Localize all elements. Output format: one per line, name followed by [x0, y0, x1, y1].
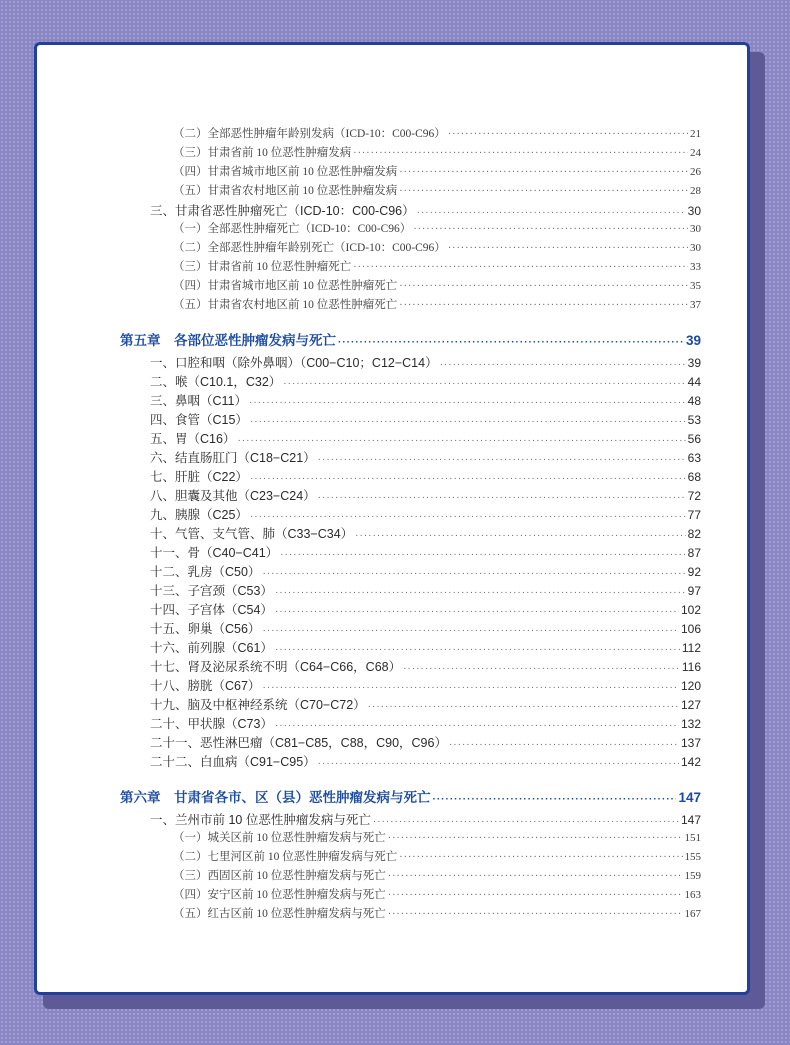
- toc-entry-label: （四）安宁区前 10 位恶性肿瘤发病与死亡: [173, 889, 386, 901]
- toc-entry-label: （五）甘肃省农村地区前 10 位恶性肿瘤死亡: [173, 299, 398, 311]
- toc-section-page: 92: [687, 565, 701, 579]
- toc-entry[interactable]: [173, 163, 701, 181]
- leader-dots: [399, 167, 688, 178]
- toc-entry-label: （三）西固区前 10 位恶性肿瘤发病与死亡: [173, 870, 386, 882]
- toc-entry[interactable]: [173, 886, 701, 904]
- toc-section-label: 二十二、白血病（C91−C95）: [150, 755, 316, 769]
- leader-dots: [353, 262, 688, 273]
- toc-entry-page: 26: [690, 166, 701, 178]
- toc-entry-label: （二）全部恶性肿瘤年龄别死亡（ICD-10：C00-C96）: [173, 242, 446, 254]
- toc-section[interactable]: [150, 486, 701, 504]
- toc-entry-page: 37: [690, 299, 701, 311]
- toc-chapter-page: 147: [678, 790, 701, 805]
- toc-section-label: 七、肝脏（C22）: [150, 470, 248, 484]
- toc-section[interactable]: [150, 714, 701, 732]
- toc-section[interactable]: [150, 372, 701, 390]
- leader-dots: [388, 909, 683, 920]
- toc-entry-label: （四）甘肃省城市地区前 10 位恶性肿瘤发病: [173, 166, 398, 178]
- leader-dots: [448, 243, 688, 254]
- toc-section[interactable]: [150, 410, 701, 428]
- toc-section[interactable]: [150, 676, 701, 694]
- leader-dots: [399, 186, 688, 197]
- leader-dots: [403, 663, 680, 674]
- toc-section-page: 82: [687, 527, 701, 541]
- toc-section-label: 一、口腔和咽（除外鼻咽）（C00−C10；C12−C14）: [150, 356, 438, 370]
- toc-section-label: 四、食管（C15）: [150, 413, 248, 427]
- toc-section-label: 十五、卵巢（C56）: [150, 622, 261, 636]
- toc-section-page: 120: [680, 679, 701, 693]
- leader-dots: [338, 337, 684, 348]
- toc-section-label: 三、甘肃省恶性肿瘤死亡（ICD-10：C00-C96）: [150, 204, 415, 218]
- leader-dots: [318, 758, 679, 769]
- leader-dots: [262, 568, 685, 579]
- toc-chapter-page: 39: [685, 333, 701, 348]
- leader-dots: [275, 644, 680, 655]
- leader-dots: [275, 720, 679, 731]
- toc-section[interactable]: [150, 467, 701, 485]
- toc-entry-label: （三）甘肃省前 10 位恶性肿瘤死亡: [173, 261, 352, 273]
- toc-section-label: 十一、骨（C40−C41）: [150, 546, 279, 560]
- toc-entry-label: （一）全部恶性肿瘤死亡（ICD-10：C00-C96）: [173, 223, 412, 235]
- toc-section-page: 106: [680, 622, 701, 636]
- toc-entry-label: （四）甘肃省城市地区前 10 位恶性肿瘤死亡: [173, 280, 398, 292]
- toc-section-label: 十七、肾及泌尿系统不明（C64−C66，C68）: [150, 660, 402, 674]
- toc-entry-page: 155: [684, 851, 701, 863]
- leader-dots: [250, 416, 686, 427]
- toc-entry-label: （二）七里河区前 10 位恶性肿瘤发病与死亡: [173, 851, 398, 863]
- toc-section-page: 72: [687, 489, 701, 503]
- toc-section[interactable]: [150, 562, 701, 580]
- toc-section-label: 六、结直肠肛门（C18−C21）: [150, 451, 316, 465]
- toc-section-page: 68: [687, 470, 701, 484]
- leader-dots: [449, 739, 679, 750]
- toc-section-page: 137: [680, 736, 701, 750]
- toc-section[interactable]: [150, 619, 701, 637]
- toc-section-page: 30: [687, 204, 701, 218]
- toc-section-page: 147: [680, 813, 701, 827]
- toc-entry-page: 151: [684, 832, 701, 844]
- toc-section[interactable]: [150, 429, 701, 447]
- leader-dots: [440, 359, 686, 370]
- toc-entry-page: 24: [690, 147, 701, 159]
- leader-dots: [417, 207, 686, 218]
- toc-section-page: 63: [687, 451, 701, 465]
- toc-section[interactable]: [150, 448, 701, 466]
- toc-entry-label: （三）甘肃省前 10 位恶性肿瘤发病: [173, 147, 352, 159]
- leader-dots: [433, 794, 677, 805]
- leader-dots: [388, 833, 683, 844]
- leader-dots: [262, 625, 679, 636]
- toc-entry[interactable]: [173, 277, 701, 295]
- toc-section[interactable]: [150, 505, 701, 523]
- toc-section[interactable]: [150, 733, 701, 751]
- toc-entry[interactable]: [173, 220, 701, 238]
- toc-entry[interactable]: [173, 258, 701, 276]
- toc-entry[interactable]: [173, 829, 701, 847]
- toc-entry-page: 35: [690, 280, 701, 292]
- toc-section-page: 132: [680, 717, 701, 731]
- toc-entry-page: 30: [690, 242, 701, 254]
- toc-section-label: 一、兰州市前 10 位恶性肿瘤发病与死亡: [150, 813, 371, 827]
- leader-dots: [262, 682, 679, 693]
- toc-section-page: 39: [687, 356, 701, 370]
- toc-section-label: 九、胰腺（C25）: [150, 508, 248, 522]
- toc-section[interactable]: [150, 543, 701, 561]
- toc-section[interactable]: [150, 581, 701, 599]
- toc-section-label: 二十一、恶性淋巴瘤（C81−C85，C88，C90，C96）: [150, 736, 447, 750]
- leader-dots: [283, 378, 685, 389]
- leader-dots: [280, 549, 685, 560]
- toc-section-label: 十、气管、支气管、肺（C33−C34）: [150, 527, 354, 541]
- leader-dots: [237, 435, 685, 446]
- toc-section-page: 56: [687, 432, 701, 446]
- toc-entry[interactable]: [173, 125, 701, 143]
- leader-dots: [275, 587, 686, 598]
- toc-section[interactable]: [150, 810, 701, 828]
- toc-section-page: 53: [687, 413, 701, 427]
- toc-entry-label: （五）甘肃省农村地区前 10 位恶性肿瘤发病: [173, 185, 398, 197]
- toc-section[interactable]: [150, 524, 701, 542]
- toc-section-label: 二、喉（C10.1，C32）: [150, 375, 282, 389]
- leader-dots: [399, 281, 688, 292]
- toc-section[interactable]: [150, 752, 701, 770]
- toc-section-page: 77: [687, 508, 701, 522]
- toc-section-page: 48: [687, 394, 701, 408]
- leader-dots: [399, 852, 682, 863]
- leader-dots: [318, 454, 686, 465]
- toc-section-page: 142: [680, 755, 701, 769]
- toc-chapter-label: 第六章 甘肃省各市、区（县）恶性肿瘤发病与死亡: [120, 790, 431, 805]
- toc-section[interactable]: [150, 353, 701, 371]
- toc-entry[interactable]: [173, 296, 701, 314]
- toc-section-label: 十八、膀胱（C67）: [150, 679, 261, 693]
- leader-dots: [353, 148, 688, 159]
- toc-section-label: 十六、前列腺（C61）: [150, 641, 273, 655]
- leader-dots: [250, 511, 686, 522]
- leader-dots: [399, 300, 688, 311]
- toc-section-label: 三、鼻咽（C11）: [150, 394, 248, 408]
- leader-dots: [249, 397, 686, 408]
- toc-section-page: 97: [687, 584, 701, 598]
- toc-entry-page: 30: [690, 223, 701, 235]
- toc-chapter-label: 第五章 各部位恶性肿瘤发病与死亡: [120, 333, 336, 348]
- toc-entry[interactable]: [173, 239, 701, 257]
- toc-section-label: 十九、脑及中枢神经系统（C70−C72）: [150, 698, 366, 712]
- toc-entry-page: 21: [690, 128, 701, 140]
- toc-entry-label: （二）全部恶性肿瘤年龄别发病（ICD-10：C00-C96）: [173, 128, 446, 140]
- leader-dots: [368, 701, 679, 712]
- toc-section-label: 八、胆囊及其他（C23−C24）: [150, 489, 316, 503]
- leader-dots: [373, 816, 679, 827]
- toc-section[interactable]: [150, 600, 701, 618]
- toc-entry-label: （一）城关区前 10 位恶性肿瘤发病与死亡: [173, 832, 386, 844]
- leader-dots: [355, 530, 685, 541]
- toc-entry-page: 163: [684, 889, 701, 901]
- toc-section-page: 87: [687, 546, 701, 560]
- leader-dots: [250, 473, 686, 484]
- toc-section-page: 102: [680, 603, 701, 617]
- toc-page: [34, 42, 750, 995]
- toc-entry[interactable]: [173, 848, 701, 866]
- toc-entry[interactable]: [173, 144, 701, 162]
- toc-section-page: 112: [681, 641, 701, 655]
- toc-section[interactable]: [150, 638, 701, 656]
- toc-section-label: 五、胃（C16）: [150, 432, 236, 446]
- toc-section[interactable]: [150, 695, 701, 713]
- toc-entry-page: 28: [690, 185, 701, 197]
- toc-section-label: 十四、子宫体（C54）: [150, 603, 273, 617]
- toc-section[interactable]: [150, 657, 701, 675]
- leader-dots: [318, 492, 686, 503]
- toc-section-page: 127: [680, 698, 701, 712]
- toc-chapter[interactable]: [120, 786, 701, 806]
- toc-entry[interactable]: [173, 905, 701, 923]
- toc-entry[interactable]: [173, 867, 701, 885]
- toc-section-page: 116: [681, 660, 701, 674]
- toc-entry[interactable]: [173, 182, 701, 200]
- leader-dots: [448, 129, 688, 140]
- leader-dots: [413, 224, 688, 235]
- toc-section[interactable]: [150, 391, 701, 409]
- toc-entry-page: 159: [684, 870, 701, 882]
- toc-entry-page: 167: [684, 908, 701, 920]
- toc-section-page: 44: [687, 375, 701, 389]
- toc-section-label: 十三、子宫颈（C53）: [150, 584, 273, 598]
- toc-entry-label: （五）红古区前 10 位恶性肿瘤发病与死亡: [173, 908, 386, 920]
- toc-section-label: 二十、甲状腺（C73）: [150, 717, 273, 731]
- toc-section[interactable]: [150, 201, 701, 219]
- leader-dots: [388, 871, 683, 882]
- toc-chapter[interactable]: [120, 329, 701, 349]
- toc-section-label: 十二、乳房（C50）: [150, 565, 261, 579]
- leader-dots: [275, 606, 679, 617]
- leader-dots: [388, 890, 683, 901]
- toc-entry-page: 33: [690, 261, 701, 273]
